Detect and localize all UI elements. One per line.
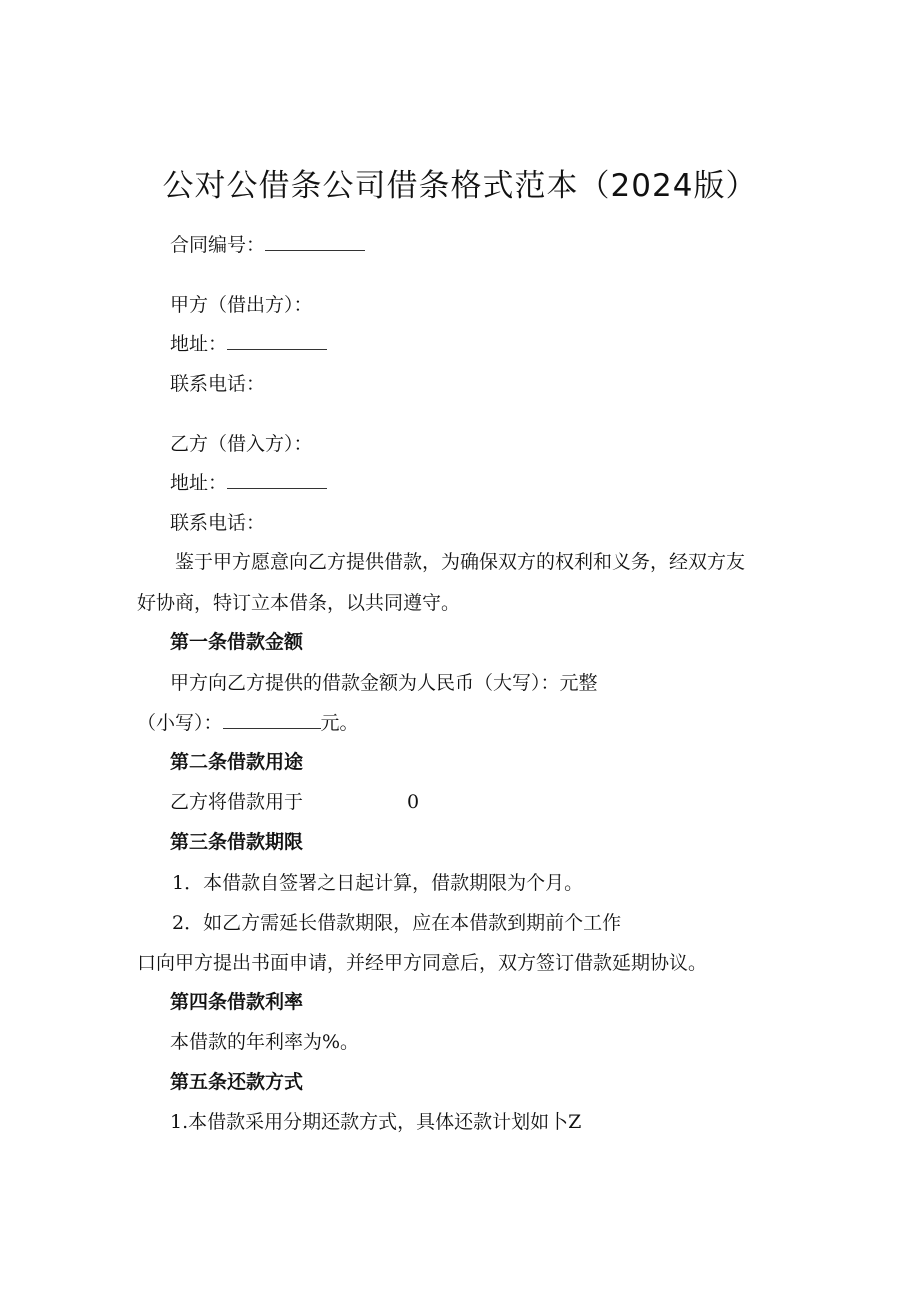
party-a-address-label: 地址：	[170, 333, 228, 355]
article-1-small-amount-label: （小写）：	[137, 712, 223, 734]
article-2-trailing: 0	[407, 791, 420, 813]
contract-number-line	[170, 232, 365, 258]
contract-number-blank	[265, 234, 365, 251]
party-b-phone-label: 联系电话：	[170, 512, 266, 534]
article-2-line	[170, 789, 419, 815]
party-a-address-blank	[227, 333, 327, 350]
preamble-line-2: 好协商，特订立本借条，以共同遵守。	[137, 592, 461, 614]
article-1-heading: 第一条借款金额	[170, 631, 304, 653]
article-1-unit: 元。	[320, 712, 359, 734]
party-a-address-line	[170, 331, 327, 357]
article-1-line-2	[137, 710, 359, 736]
party-b-address-line	[170, 470, 327, 496]
article-5-item-1: 1.本借款采用分期还款方式，具体还款计划如卜Z	[170, 1111, 582, 1133]
article-3-item-2-continued: 口向甲方提出书面申请，并经甲方同意后，双方签订借款延期协议。	[137, 952, 708, 974]
party-b-heading: 乙方（借入方）：	[170, 433, 313, 455]
party-b-address-label: 地址：	[170, 472, 228, 494]
article-3-item-2: 2．如乙方需延长借款期限，应在本借款到期前个工作	[172, 912, 622, 934]
party-a-heading: 甲方（借出方）：	[170, 294, 313, 316]
article-2-heading: 第二条借款用途	[170, 751, 304, 773]
document-title: 公对公借条公司借条格式范本（2024版）	[162, 168, 758, 204]
article-5-heading: 第五条还款方式	[170, 1071, 304, 1093]
contract-number-label: 合同编号：	[170, 234, 266, 256]
article-3-item-1: 1．本借款自签署之日起计算，借款期限为个月。	[172, 872, 584, 894]
article-2-text: 乙方将借款用于	[170, 791, 304, 813]
party-b-address-blank	[227, 472, 327, 489]
article-4-text: 本借款的年利率为%。	[170, 1031, 360, 1053]
article-4-heading: 第四条借款利率	[170, 991, 304, 1013]
party-a-phone-label: 联系电话：	[170, 373, 266, 395]
article-1-line-1: 甲方向乙方提供的借款金额为人民币（大写）：元整	[170, 672, 598, 694]
article-1-small-amount-blank	[223, 712, 321, 729]
article-3-heading: 第三条借款期限	[170, 831, 304, 853]
preamble-line-1: 鉴于甲方愿意向乙方提供借款，为确保双方的权利和义务，经双方友	[175, 551, 746, 573]
